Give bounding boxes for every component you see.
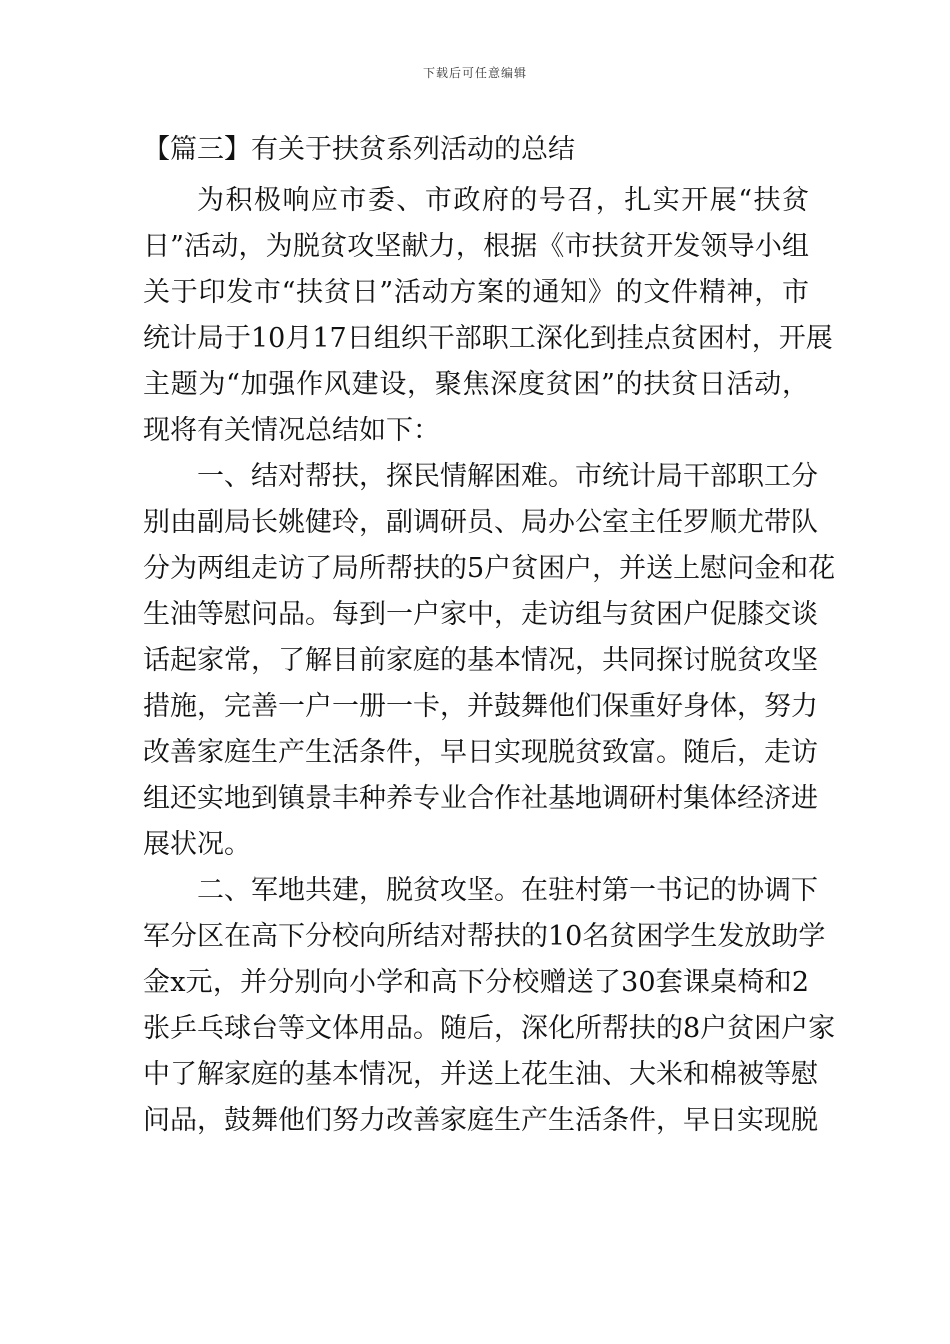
paragraph-line: 别由副局长姚健玲，副调研员、局办公室主任罗顺尤带队 xyxy=(143,507,818,538)
paragraph-line: 主题为“加强作风建设，聚焦深度贫困”的扶贫日活动， xyxy=(143,369,809,400)
paragraph-3 xyxy=(143,868,836,1144)
paragraph-line: 展状况。 xyxy=(143,829,251,860)
paragraph-line: 日”活动，为脱贫攻坚献力，根据《市扶贫开发领导小组 xyxy=(143,231,809,262)
paragraph-1 xyxy=(143,178,833,454)
paragraph-line: 军分区在高下分校向所结对帮扶的10名贫困学生发放助学 xyxy=(143,921,826,952)
page-header-note: 下载后可任意编辑 xyxy=(422,66,527,80)
document-title: 【篇三】有关于扶贫系列活动的总结 xyxy=(143,134,575,165)
paragraph-line: 金x元，并分别向小学和高下分校赠送了30套课桌椅和2 xyxy=(143,967,809,998)
paragraph-line: 一、结对帮扶，探民情解困难。市统计局干部职工分 xyxy=(197,461,818,492)
paragraph-line: 分为两组走访了局所帮扶的5户贫困户，并送上慰问金和花 xyxy=(143,553,836,584)
paragraph-line: 关于印发市“扶贫日”活动方案的通知》的文件精神，市 xyxy=(143,277,809,308)
paragraph-line: 中了解家庭的基本情况，并送上花生油、大米和棉被等慰 xyxy=(143,1059,818,1090)
paragraph-line: 现将有关情况总结如下： xyxy=(143,415,440,446)
paragraph-line: 措施，完善一户一册一卡，并鼓舞他们保重好身体，努力 xyxy=(143,691,818,722)
paragraph-line: 二、军地共建，脱贫攻坚。在驻村第一书记的协调下 xyxy=(197,875,818,906)
paragraph-line: 问品，鼓舞他们努力改善家庭生产生活条件，早日实现脱 xyxy=(143,1105,818,1136)
document-body xyxy=(143,178,836,1144)
paragraph-line: 生油等慰问品。每到一户家中，走访组与贫困户促膝交谈 xyxy=(143,599,818,630)
paragraph-line: 为积极响应市委、市政府的号召，扎实开展“扶贫 xyxy=(197,185,809,216)
paragraph-line: 统计局于10月17日组织干部职工深化到挂点贫困村，开展 xyxy=(143,323,833,354)
paragraph-line: 改善家庭生产生活条件，早日实现脱贫致富。随后，走访 xyxy=(143,737,818,768)
paragraph-2 xyxy=(143,454,836,868)
paragraph-line: 话起家常，了解目前家庭的基本情况，共同探讨脱贫攻坚 xyxy=(143,645,818,676)
paragraph-line: 组还实地到镇景丰种养专业合作社基地调研村集体经济进 xyxy=(143,783,818,814)
paragraph-line: 张乒乓球台等文体用品。随后，深化所帮扶的8户贫困户家 xyxy=(143,1013,836,1044)
